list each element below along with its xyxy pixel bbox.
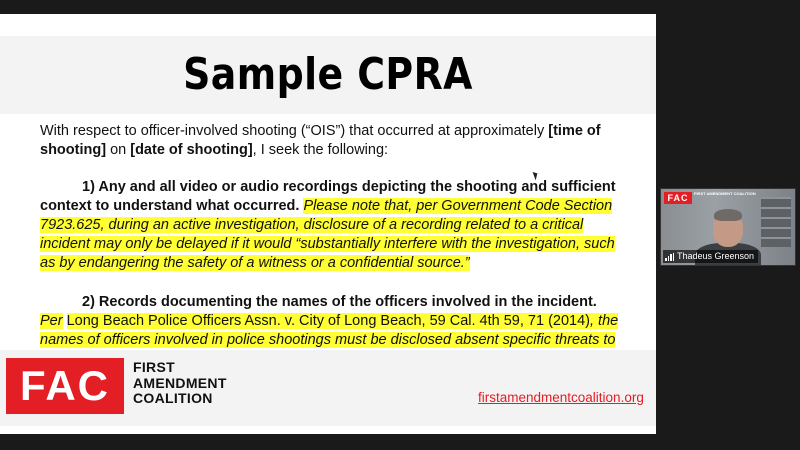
title-band bbox=[0, 36, 656, 114]
slide-body bbox=[40, 122, 620, 389]
video-shelf bbox=[761, 197, 791, 247]
video-fac-logo: FAC bbox=[664, 192, 692, 204]
participant-name-tag bbox=[663, 250, 758, 263]
video-logo-text: FIRST AMENDMENT COALITION bbox=[694, 191, 756, 196]
time-placeholder: [time of shooting] bbox=[40, 123, 601, 158]
website-link[interactable]: firstamendmentcoalition.org bbox=[478, 390, 644, 405]
request-1-heading: 1) Any and all video or audio recordings depicting the shooting and sufficient context to understand what occurred. bbox=[40, 179, 616, 214]
request-2-heading: 2) Records documenting the names of the officers involved in the incident. bbox=[82, 294, 597, 310]
request-item-1 bbox=[40, 178, 620, 273]
intro-text-1: With respect to officer-involved shooting (“OIS”) that occurred at approximately bbox=[40, 123, 549, 139]
slide-title: Sample CPRA bbox=[183, 49, 473, 100]
participant-name: Thadeus Greenson bbox=[677, 251, 755, 261]
date-placeholder: [date of shooting] bbox=[130, 142, 253, 158]
request-2-per: Per bbox=[40, 313, 63, 329]
request-1-note: Please note that, per Government Code Section 7923.625, during an active investigation, disclosure of a recording related to a critical incident may only be delayed if it would “substantially interfere with the investigation, such as by endangering the safety of a witness or a confidential source.” bbox=[40, 198, 615, 271]
intro-paragraph bbox=[40, 122, 620, 160]
participant-hair bbox=[714, 209, 742, 221]
signal-bars-icon bbox=[665, 253, 674, 261]
fac-logo: FAC bbox=[6, 358, 124, 414]
request-2-case: Long Beach Police Officers Assn. v. City of Long Beach, 59 Cal. 4th 59, 71 (2014) bbox=[66, 313, 590, 329]
slide bbox=[0, 14, 656, 434]
intro-text-3: , I seek the following: bbox=[252, 142, 389, 158]
request-2-rest: , the names of officers involved in police shootings must be disclosed absent specific threats to bbox=[40, 313, 618, 367]
org-name-line: FIRST bbox=[133, 359, 175, 375]
org-name-line: AMENDMENT bbox=[133, 374, 227, 391]
org-name bbox=[133, 360, 227, 407]
participant-video-tile[interactable] bbox=[660, 188, 796, 266]
org-name-line: COALITION bbox=[133, 390, 213, 406]
intro-text-2: on bbox=[106, 142, 131, 158]
